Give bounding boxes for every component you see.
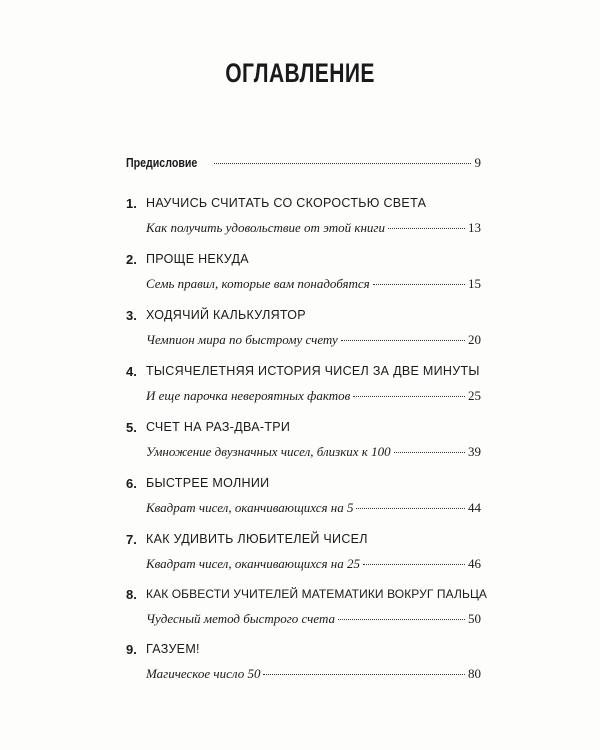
- chapter-number: 7.: [126, 532, 137, 547]
- chapter-page-number: 13: [468, 220, 481, 235]
- dot-leader: [363, 564, 465, 565]
- dot-leader: [356, 508, 465, 509]
- chapter-subtitle: Семь правил, которые вам понадобятся: [146, 276, 370, 291]
- dot-leader: [394, 452, 465, 453]
- chapter-page-number: 15: [468, 276, 481, 291]
- chapter-page-number: 46: [468, 556, 481, 571]
- chapter-subtitle-row: [146, 611, 481, 627]
- chapter-subtitle-row: [146, 276, 481, 292]
- chapter-subtitle: Чудесный метод быстрого счета: [146, 611, 336, 626]
- chapter-subtitle-row: [146, 500, 481, 516]
- chapter-subtitle: Чемпион мира по быстрому счету: [146, 332, 338, 347]
- preface-entry: [126, 155, 481, 177]
- chapter-subtitle-row: [146, 220, 481, 236]
- chapter-number: 6.: [126, 476, 137, 491]
- chapter-number: 3.: [126, 308, 137, 323]
- chapter-subtitle: И еще парочка невероятных фактов: [146, 388, 351, 403]
- chapter-subtitle: Как получить удовольствие от этой книги: [146, 220, 385, 235]
- chapter-subtitle-row: [146, 332, 481, 348]
- dot-leader: [263, 674, 465, 675]
- dot-leader: [214, 163, 471, 164]
- dot-leader: [353, 396, 465, 397]
- chapter-number: 9.: [126, 642, 137, 657]
- chapter-subtitle-row: [146, 444, 481, 460]
- chapter-title: СЧЕТ НА РАЗ-ДВА-ТРИ: [146, 420, 291, 434]
- chapter-page-number: 44: [468, 500, 481, 515]
- chapter-subtitle: Умножение двузначных чисел, близких к 100: [146, 444, 391, 459]
- dot-leader: [341, 340, 465, 341]
- chapter-title: КАК ОБВЕСТИ УЧИТЕЛЕЙ МАТЕМАТИКИ ВОКРУГ ПАЛЬЦА: [146, 587, 488, 601]
- chapter-page-number: 50: [468, 611, 481, 626]
- dot-leader: [373, 284, 465, 285]
- chapter-number: 4.: [126, 364, 137, 379]
- chapter-title: НАУЧИСЬ СЧИТАТЬ СО СКОРОСТЬЮ СВЕТА: [146, 196, 427, 210]
- chapter-title: ГАЗУЕМ!: [146, 642, 200, 656]
- chapter-page-number: 25: [468, 388, 481, 403]
- chapter-title: КАК УДИВИТЬ ЛЮБИТЕЛЕЙ ЧИСЕЛ: [146, 532, 368, 546]
- dot-leader: [338, 619, 465, 620]
- chapter-subtitle-row: [146, 388, 481, 404]
- preface-label: Предисловие: [126, 156, 198, 170]
- chapter-subtitle: Магическое число 50: [146, 666, 261, 681]
- chapter-page-number: 80: [468, 666, 481, 681]
- chapter-number: 1.: [126, 196, 137, 211]
- chapter-page-number: 39: [468, 444, 481, 459]
- chapter-subtitle: Квадрат чисел, оканчивающихся на 25: [146, 556, 360, 571]
- chapter-number: 5.: [126, 420, 137, 435]
- chapter-subtitle: Квадрат чисел, оканчивающихся на 5: [146, 500, 354, 515]
- chapter-page-number: 20: [468, 332, 481, 347]
- chapter-subtitle-row: [146, 666, 481, 682]
- chapter-number: 2.: [126, 252, 137, 267]
- chapter-title: ПРОЩЕ НЕКУДА: [146, 252, 249, 266]
- preface-page-number: 9: [474, 155, 481, 170]
- chapter-title: ХОДЯЧИЙ КАЛЬКУЛЯТОР: [146, 308, 306, 322]
- chapter-number: 8.: [126, 587, 137, 602]
- chapter-subtitle-row: [146, 556, 481, 572]
- chapter-title: БЫСТРЕЕ МОЛНИИ: [146, 476, 270, 490]
- dot-leader: [388, 228, 465, 229]
- chapter-title: ТЫСЯЧЕЛЕТНЯЯ ИСТОРИЯ ЧИСЕЛ ЗА ДВЕ МИНУТЫ: [146, 364, 480, 378]
- page-title: ОГЛАВЛЕНИЕ: [225, 58, 375, 88]
